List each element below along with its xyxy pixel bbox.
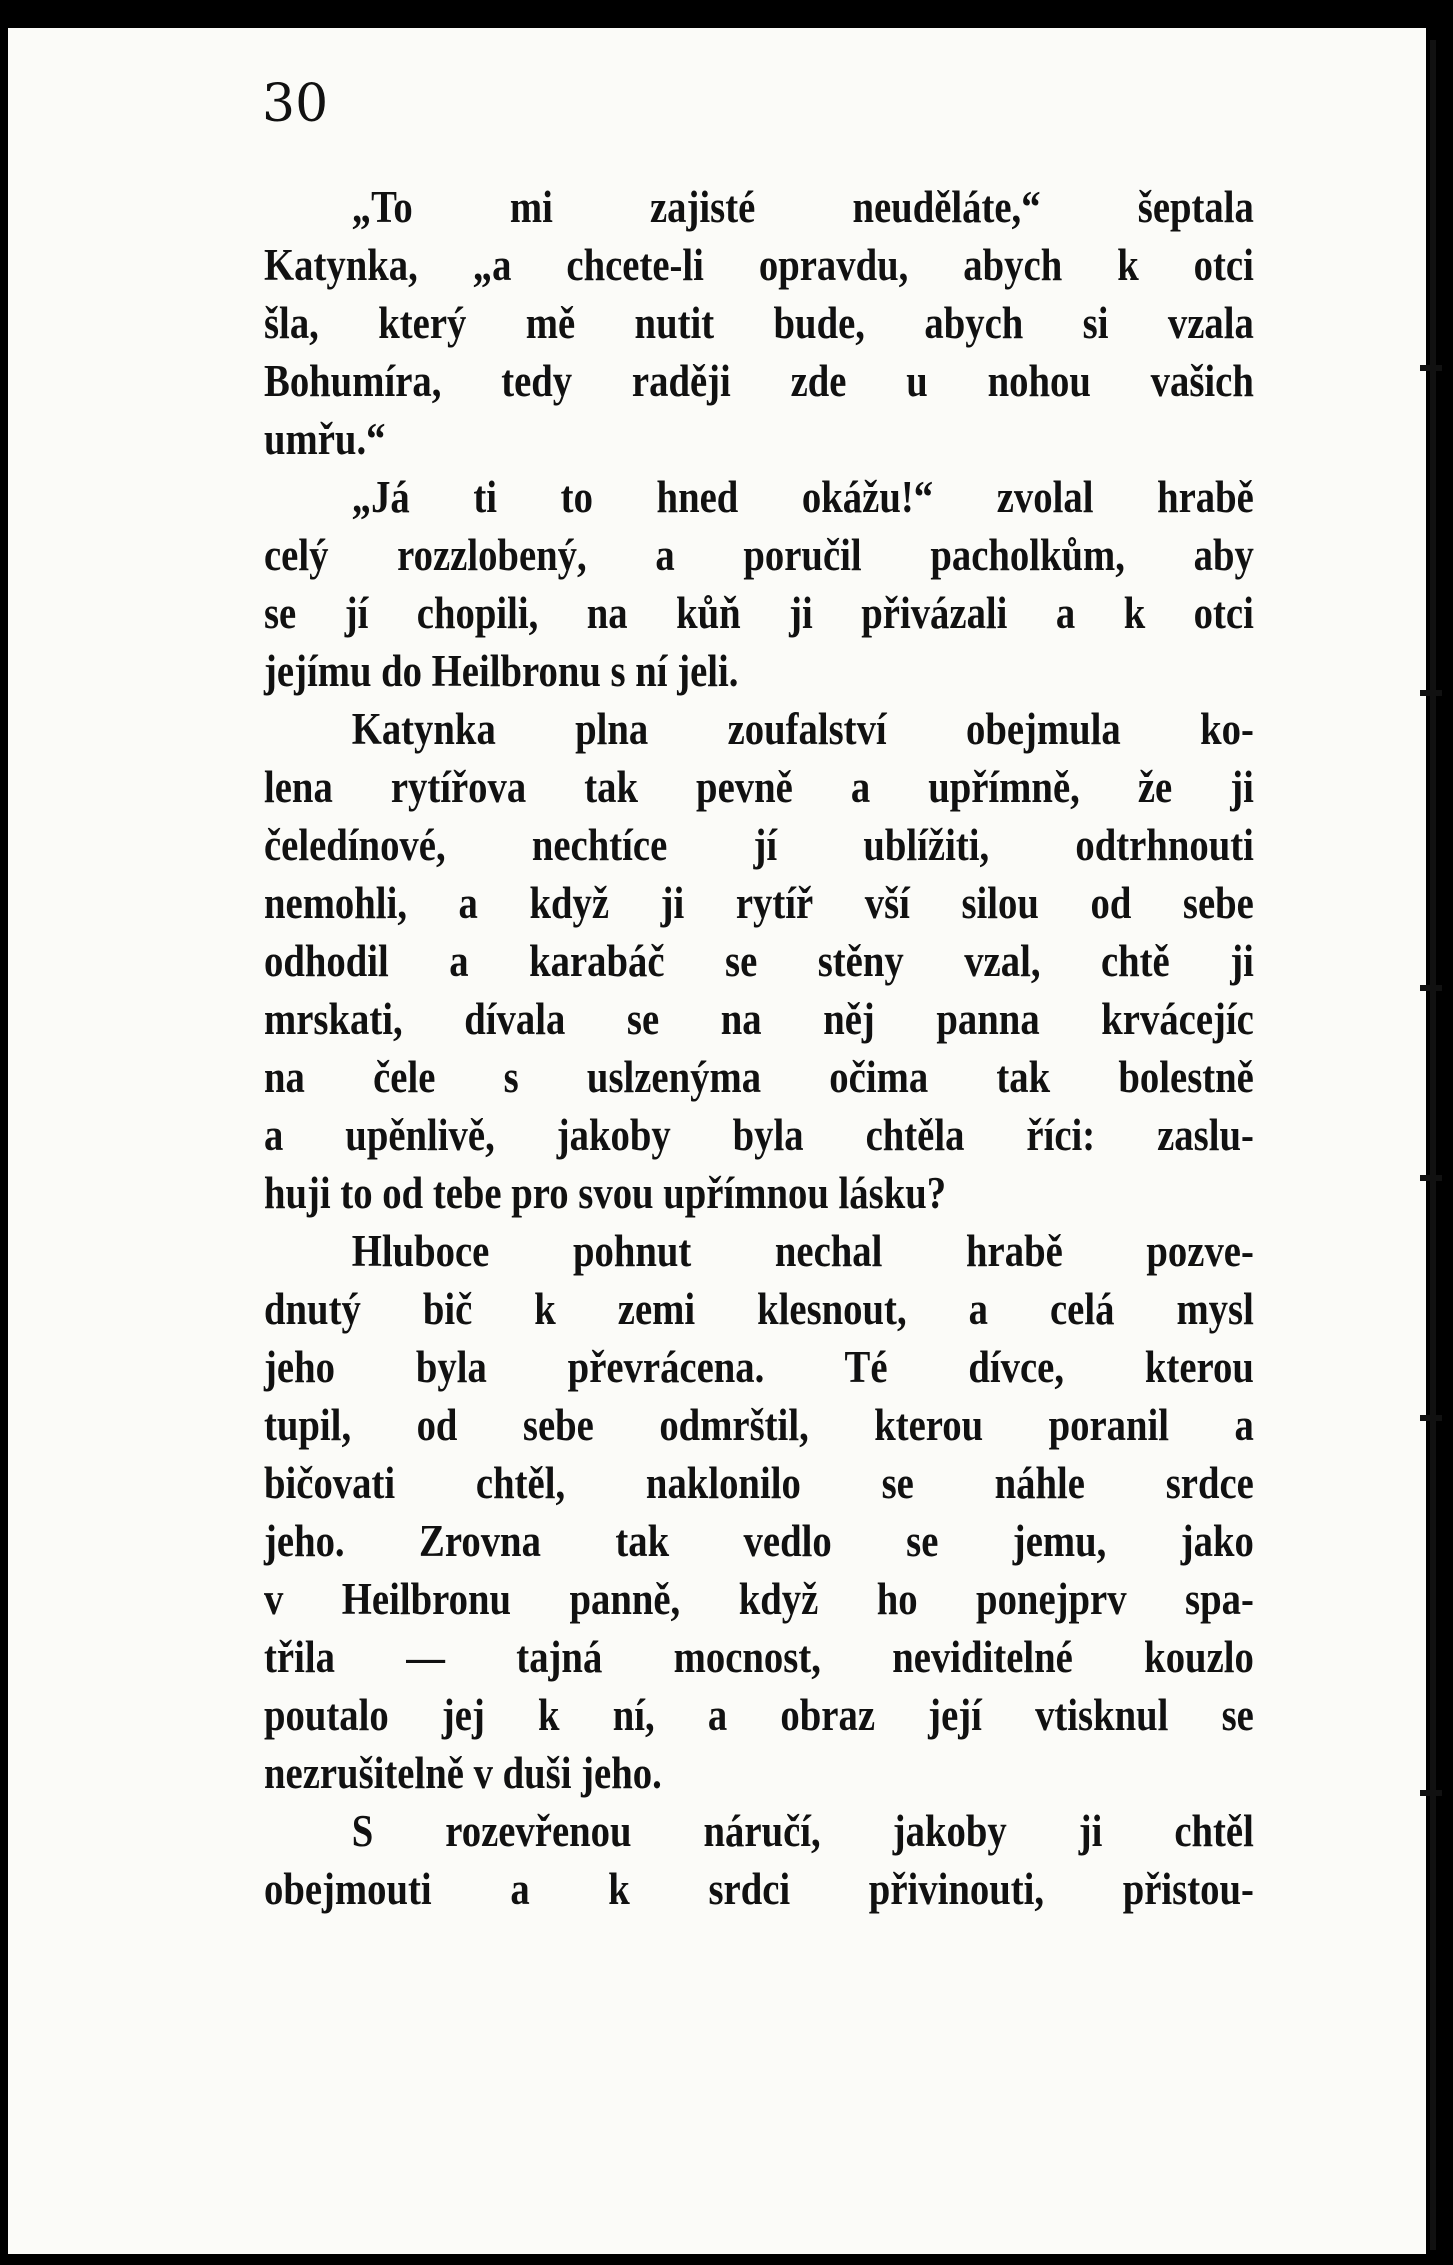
text-line: obejmouti a k srdci přivinouti, přistou- [264, 1864, 1254, 1914]
edge-mark [1420, 365, 1442, 371]
text-line: dnutý bič k zemi klesnout, a celá mysl [264, 1284, 1254, 1334]
text-line: a upěnlivě, jakoby byla chtěla říci: zaslu- [264, 1110, 1254, 1160]
edge-mark [1420, 985, 1442, 991]
text-line: šla, který mě nutit bude, abych si vzala [264, 298, 1254, 348]
edge-mark [1420, 690, 1442, 696]
text-line: S rozevřenou náručí, jakoby ji chtěl [351, 1806, 1254, 1856]
text-line: odhodil a karabáč se stěny vzal, chtě ji [264, 936, 1254, 986]
text-line: umřu.“ [264, 414, 386, 464]
page-edge-rule [1430, 40, 1436, 2250]
text-line: jeho byla převrácena. Té dívce, kterou [264, 1342, 1254, 1392]
text-line: tupil, od sebe odmrštil, kterou poranil a [264, 1400, 1254, 1450]
text-line: celý rozzlobený, a poručil pacholkům, aby [264, 530, 1254, 580]
page-number: 30 [262, 74, 329, 134]
text-line: mrskati, dívala se na něj panna krvácejíc [264, 994, 1254, 1044]
text-line: bičovati chtěl, naklonilo se náhle srdce [264, 1458, 1254, 1508]
text-line: Hluboce pohnut nechal hrabě pozve- [351, 1226, 1254, 1276]
text-line: „Já ti to hned okážu!“ zvolal hrabě [351, 472, 1254, 522]
text-line: nezrušitelně v duši jeho. [264, 1748, 662, 1798]
text-line: třila — tajná mocnost, neviditelné kouzlo [264, 1632, 1254, 1682]
text-line: nemohli, a když ji rytíř vší silou od sebe [264, 878, 1254, 928]
edge-mark [1420, 1415, 1442, 1421]
text-line: Katynka, „a chcete-li opravdu, abych k otci [264, 240, 1254, 290]
page-text [264, 178, 1254, 1918]
text-line: v Heilbronu panně, když ho ponejprv spa- [264, 1574, 1254, 1624]
text-line: čeledínové, nechtíce jí ublížiti, odtrhnouti [264, 820, 1254, 870]
edge-mark [1420, 1175, 1442, 1181]
text-line: poutalo jej k ní, a obraz její vtisknul se [264, 1690, 1254, 1740]
text-line: „To mi zajisté neuděláte,“ šeptala [351, 182, 1254, 232]
text-line: na čele s uslzenýma očima tak bolestně [264, 1052, 1254, 1102]
text-line: jejímu do Heilbronu s ní jeli. [264, 646, 739, 696]
text-line: Bohumíra, tedy raději zde u nohou vašich [264, 356, 1254, 406]
text-line: lena rytířova tak pevně a upřímně, že ji [264, 762, 1254, 812]
text-line: se jí chopili, na kůň ji přivázali a k otci [264, 588, 1254, 638]
text-line: Katynka plna zoufalství obejmula ko- [351, 704, 1254, 754]
text-line: huji to od tebe pro svou upřímnou lásku? [264, 1168, 947, 1218]
text-line: jeho. Zrovna tak vedlo se jemu, jako [264, 1516, 1254, 1566]
edge-mark [1420, 1790, 1442, 1796]
